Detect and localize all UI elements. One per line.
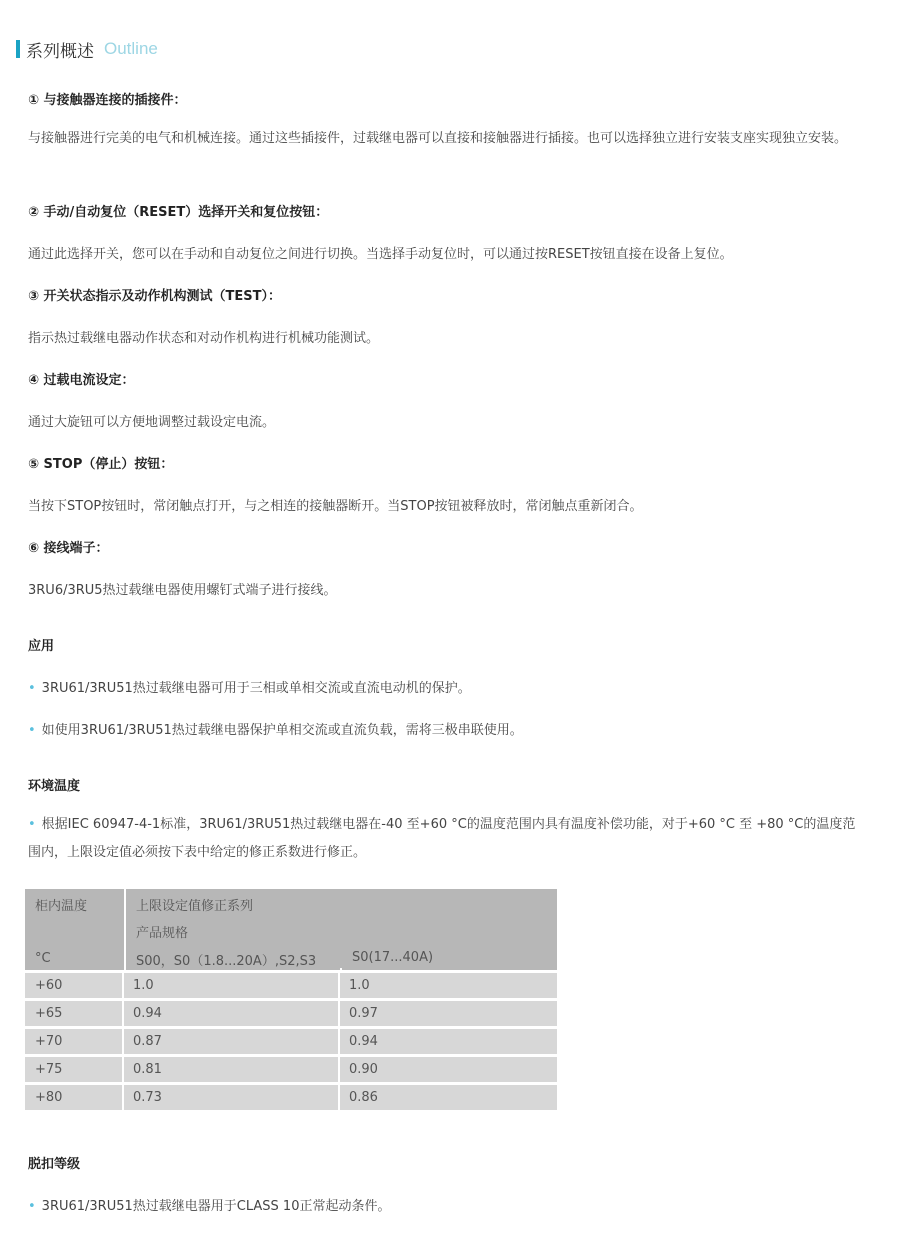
table-row — [25, 1001, 557, 1026]
cell-size-b: 0.90 — [349, 1062, 378, 1077]
feature-1-heading: ① 与接触器连接的插接件： — [28, 93, 187, 108]
col-temp-header: 柜内温度 — [35, 899, 88, 914]
feature-1-text: 与接触器进行完美的电气和机械连接。通过这些插接件，过载继电器可以直接和接触器进行插接。也可以选择独立进行安装支座实现独立安装。 — [28, 131, 848, 146]
col-temp-unit: °C — [35, 951, 51, 966]
correction-table — [25, 889, 557, 1110]
col-size-a-header: S00，S0（1.8...20A）,S2,S3 — [136, 954, 317, 969]
accent-bar — [16, 40, 20, 58]
application-bullet-1: • 3RU61/3RU51热过载继电器可用于三相或单相交流或直流电动机的保护。 — [28, 677, 471, 696]
section-header — [16, 38, 158, 60]
sub-header: 产品规格 — [136, 926, 189, 941]
ambient-bullet: • 根据IEC 60947-4-1标准，3RU61/3RU51热过载继电器在-40 至+60 °C的温度范围内具有温度补偿功能，对于+60 °C 至 +80 °C的温度范围内，上限设定值必须按下表中给定的修正系数进行修正。 — [28, 811, 868, 867]
cell-size-a: 0.87 — [124, 1029, 340, 1054]
feature-5-heading: ⑤ STOP（停止）按钮： — [28, 457, 174, 472]
feature-3-heading: ③ 开关状态指示及动作机构测试（TEST）： — [28, 289, 282, 304]
cell-temp: +65 — [25, 1001, 124, 1026]
cell-temp: +70 — [25, 1029, 124, 1054]
table-row — [25, 973, 557, 998]
table-row — [25, 1057, 557, 1082]
cell-size-b: 0.97 — [349, 1006, 378, 1021]
col-size-b-header: S0(17...40A) — [352, 950, 434, 965]
application-bullet-2: • 如使用3RU61/3RU51热过载继电器保护单相交流或直流负载，需将三极串联使用。 — [28, 719, 523, 738]
feature-3-text: 指示热过载继电器动作状态和对动作机构进行机械功能测试。 — [28, 331, 380, 346]
cell-size-a: 0.94 — [124, 1001, 340, 1026]
table-header — [25, 889, 557, 970]
cell-size-b: 0.94 — [349, 1034, 378, 1049]
feature-4-text: 通过大旋钮可以方便地调整过载设定电流。 — [28, 415, 276, 430]
feature-2-text: 通过此选择开关，您可以在手动和自动复位之间进行切换。当选择手动复位时，可以通过按RESET按钮直接在设备上复位。 — [28, 247, 733, 262]
ambient-heading: 环境温度 — [28, 779, 81, 794]
feature-5-text: 当按下STOP按钮时，常闭触点打开，与之相连的接触器断开。当STOP按钮被释放时，常闭触点重新闭合。 — [28, 499, 643, 514]
trip-class-heading: 脱扣等级 — [28, 1157, 81, 1172]
table-body — [25, 973, 557, 1110]
trip-class-bullet: • 3RU61/3RU51热过载继电器用于CLASS 10正常起动条件。 — [28, 1195, 390, 1214]
header-divider — [124, 889, 126, 970]
cell-size-a: 0.73 — [124, 1085, 340, 1110]
cell-temp: +75 — [25, 1057, 124, 1082]
cell-temp: +60 — [25, 973, 124, 998]
section-title-cn: 系列概述 — [26, 41, 94, 62]
feature-6-text: 3RU6/3RU5热过载继电器使用螺钉式端子进行接线。 — [28, 583, 337, 598]
table-row — [25, 1029, 557, 1054]
table-row — [25, 1085, 557, 1110]
section-title-en: Outline — [104, 39, 158, 58]
header-divider-2 — [340, 968, 342, 970]
cell-size-a: 1.0 — [124, 973, 340, 998]
cell-temp: +80 — [25, 1085, 124, 1110]
cell-size-a: 0.81 — [124, 1057, 340, 1082]
cell-size-b: 0.86 — [349, 1090, 378, 1105]
group-header: 上限设定值修正系列 — [136, 899, 254, 914]
cell-size-b: 1.0 — [349, 978, 370, 993]
feature-2-heading: ② 手动/自动复位（RESET）选择开关和复位按钮： — [28, 205, 329, 220]
feature-6-heading: ⑥ 接线端子： — [28, 541, 109, 556]
feature-4-heading: ④ 过载电流设定： — [28, 373, 135, 388]
application-heading: 应用 — [28, 639, 55, 654]
